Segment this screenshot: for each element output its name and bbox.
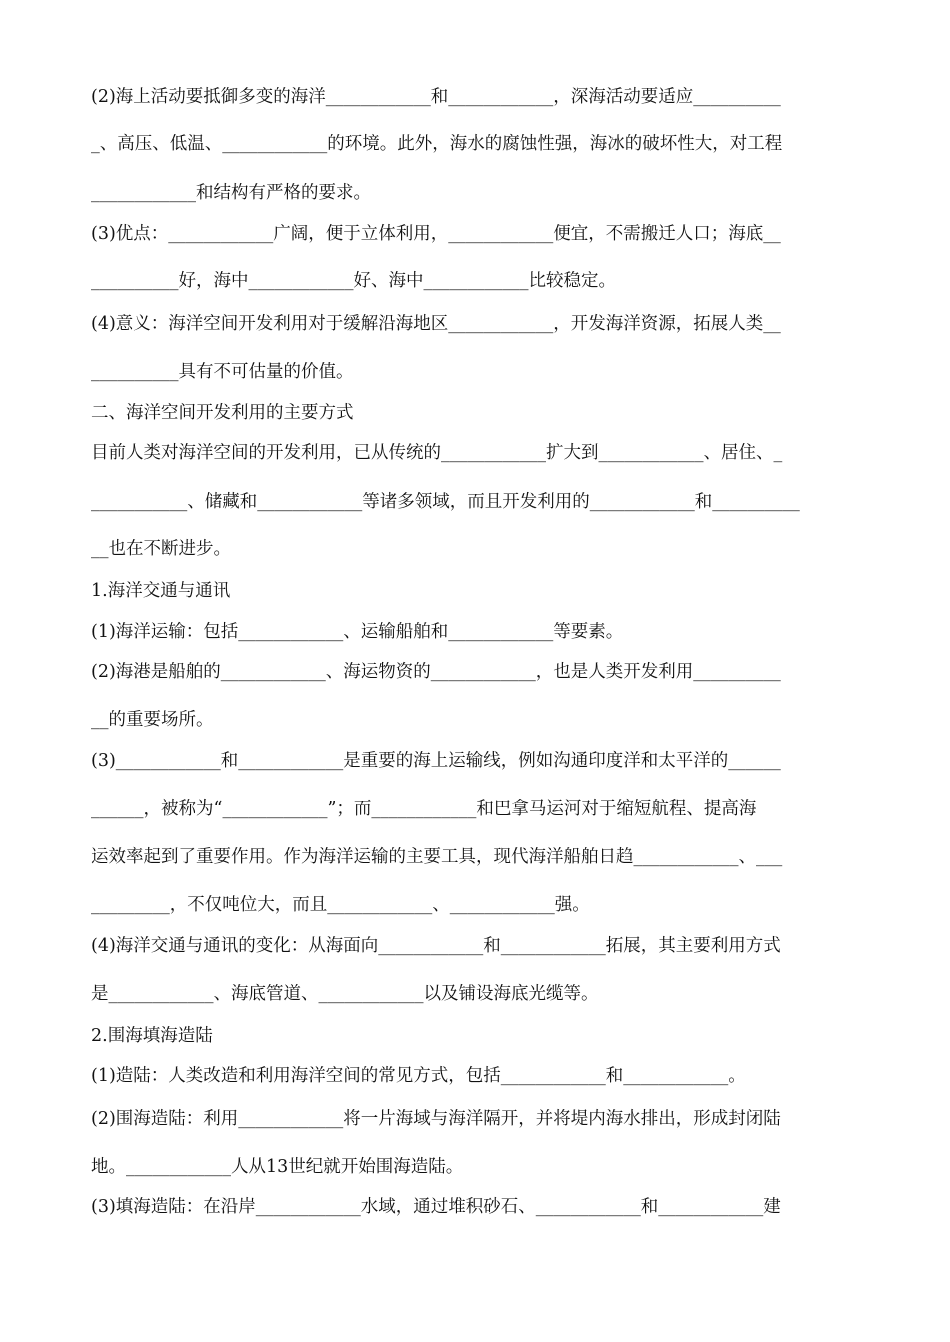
text-line-19: _________，不仅吨位大，而且____________、____________强。 — [91, 895, 590, 915]
text-line-23: (1)造陆：人类改造和利用海洋空间的常见方式，包括____________和____________。 — [91, 1066, 746, 1086]
text-line-5: __________好，海中____________好、海中____________比较稳定。 — [91, 271, 616, 291]
subsection-heading-1: 1.海洋交通与通讯 — [91, 581, 231, 601]
text-line-13: (1)海洋运输：包括____________、运输船舶和____________等要素。 — [91, 622, 624, 642]
text-line-10: ___________、储藏和____________等诸多领域，而且开发利用的____________和__________ — [91, 492, 800, 512]
text-line-1: (2)海上活动要抵御多变的海洋____________和____________，深海活动要适应__________ — [91, 87, 781, 107]
text-line-15: __的重要场所。 — [91, 710, 214, 730]
text-line-2: _、高压、低温、____________的环境。此外，海水的腐蚀性强，海冰的破坏性大，对工程 — [91, 134, 783, 154]
text-line-7: __________具有不可估量的价值。 — [91, 362, 354, 382]
text-line-26: (3)填海造陆：在沿岸____________水域，通过堆积砂石、____________和____________建 — [91, 1197, 781, 1217]
text-line-16: (3)____________和____________是重要的海上运输线，例如沟通印度洋和太平洋的______ — [91, 751, 781, 771]
text-line-20: (4)海洋交通与通讯的变化：从海面向____________和____________拓展，其主要利用方式 — [91, 936, 781, 956]
text-line-18: 运效率起到了重要作用。作为海洋运输的主要工具，现代海洋船舶日趋____________、___ — [91, 847, 783, 867]
text-line-4: (3)优点：____________广阔，便于立体利用，____________便宜，不需搬迁人口；海底__ — [91, 224, 781, 244]
text-line-3: ____________和结构有严格的要求。 — [91, 183, 371, 203]
text-line-24: (2)围海造陆：利用____________将一片海域与海洋隔开，并将堤内海水排出，形成封闭陆 — [91, 1109, 781, 1129]
text-line-17: ______，被称为“____________”；而____________和巴拿马运河对于缩短航程、提高海 — [91, 799, 757, 819]
text-line-14: (2)海港是船舶的____________、海运物资的____________，也是人类开发利用__________ — [91, 662, 781, 682]
text-line-25: 地。____________人从13世纪就开始围海造陆。 — [91, 1157, 464, 1177]
text-line-21: 是____________、海底管道、____________以及铺设海底光缆等。 — [91, 984, 599, 1004]
section-heading-2: 二、海洋空间开发利用的主要方式 — [91, 403, 354, 423]
text-line-11: __也在不断进步。 — [91, 539, 231, 559]
subsection-heading-2: 2.围海填海造陆 — [91, 1026, 213, 1046]
text-line-9: 目前人类对海洋空间的开发利用，已从传统的____________扩大到____________、居住、_ — [91, 443, 783, 463]
text-line-6: (4)意义：海洋空间开发利用对于缓解沿海地区____________，开发海洋资源，拓展人类__ — [91, 314, 781, 334]
